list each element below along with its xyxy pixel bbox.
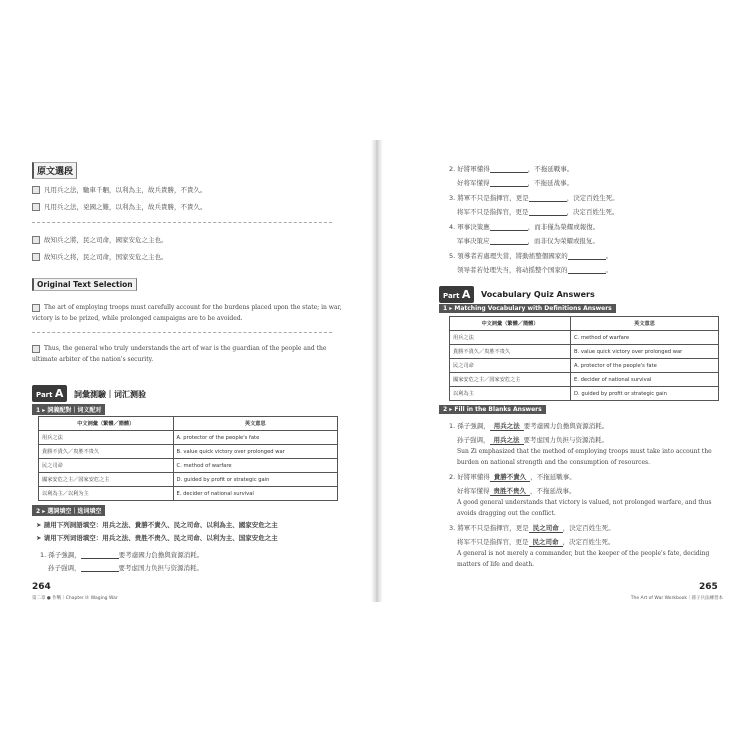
- page-footer: The Art of War Workbook｜孫子兵法練習本: [630, 596, 723, 601]
- question-line: 将军不只是指挥官，更是 ，决定百姓生死。: [457, 208, 619, 216]
- question-line: 1. 孫子強調， 要考慮國力負擔與資源消耗。: [40, 551, 204, 559]
- answer-blank[interactable]: [81, 565, 119, 572]
- answer-blank[interactable]: [81, 552, 119, 559]
- answer-translation: A general is not merely a commander, but the keeper of the people's fate, deciding matters of life and death.: [457, 550, 710, 568]
- bullet-square-icon: [32, 345, 40, 353]
- answer-blank[interactable]: [490, 166, 528, 173]
- answer-line: 将军不只是指挥官，更是 民之司命 ，决定百姓生死。: [457, 538, 615, 546]
- answer-line: 孙子强调， 用兵之法 要考虑国力负担与资源消耗。: [457, 436, 608, 444]
- bullet-square-icon: [32, 186, 40, 194]
- table-cell: C. method of warfare: [173, 459, 337, 473]
- table-header-cell: 中文詞彙（繁體／簡體）: [450, 317, 571, 331]
- question-line: 3. 將軍不只是指揮官，更是 ，決定百姓生死。: [449, 194, 619, 202]
- question-line: 好将军懂得 ，不拖延战事。: [457, 179, 573, 187]
- part-badge: Part A: [439, 286, 474, 303]
- fill-prompt: ➤ 请用下列词语填空：用兵之法、贵胜不贵久、民之司命、以利为主、国家安危之主: [36, 534, 278, 542]
- left-page: [32, 140, 362, 602]
- divider: [32, 332, 332, 333]
- question-line: 2. 好將軍懂得 ，不拖延戰事。: [449, 165, 574, 173]
- table-cell: 貴勝不貴久／贵胜不贵久: [39, 445, 174, 459]
- bullet-square-icon: [32, 236, 40, 244]
- source-line: 故知兵之将，民之司命，国家安危之主也。: [32, 252, 168, 261]
- answer-blank[interactable]: [529, 195, 567, 202]
- table-cell: D. guided by profit or strategic gain: [571, 387, 719, 401]
- table-cell: 以利為主／以利为主: [39, 487, 174, 501]
- page-number: 265: [699, 582, 718, 592]
- table-header-cell: 英文意思: [173, 417, 337, 431]
- table-cell: 國家安危之主／国家安危之主: [39, 473, 174, 487]
- part-title: 詞彙測驗｜词汇测验: [74, 390, 146, 399]
- source-section-title: 原文選段: [32, 162, 77, 179]
- source-line: 故知兵之將，民之司命，國家安危之主也。: [32, 235, 168, 244]
- subsection-header: 2 ▸ Fill in the Blanks Answers: [439, 405, 546, 414]
- book-spine: [371, 140, 383, 602]
- table-cell: 國家安危之主／国家安危之主: [450, 373, 571, 387]
- bullet-square-icon: [32, 203, 40, 211]
- table-cell: A. protector of the people's fate: [173, 431, 337, 445]
- subsection-header: 1 ▸ Matching Vocabulary with Definitions Answers: [439, 304, 616, 313]
- part-badge: Part A: [32, 385, 67, 402]
- translation-paragraph: The art of employing troops must carefully account for the burdens placed upon the state; in war, victory is to be prized, while prolonged campaigns are to be avoided.: [32, 304, 342, 322]
- answer-blank[interactable]: [490, 238, 528, 245]
- table-row: [450, 345, 719, 359]
- question-line: 5. 領導者若處理失當，將動搖整個國家的 。: [449, 252, 613, 260]
- answer-line: 3. 將軍不只是指揮官，更是 民之司命 ，決定百姓生死。: [449, 524, 615, 532]
- translation-section-title: Original Text Selection: [32, 278, 137, 291]
- table-cell: 以利為主: [450, 387, 571, 401]
- source-line: 凡用兵之法，馳車千駟，以利為主，故兵貴勝，不貴久。: [32, 185, 207, 194]
- answer-translation: A good general understands that victory is valued, not prolonged warfare, and thus avoids dragging out the conflict.: [457, 499, 712, 517]
- table-row: [450, 331, 719, 345]
- answer-blank[interactable]: [490, 224, 528, 231]
- answer-blank[interactable]: [568, 253, 606, 260]
- table-header-cell: 中文詞彙（繁體／簡體）: [39, 417, 174, 431]
- page-footer: 第二章 ● 作戰｜Chapter II: Waging War: [32, 596, 118, 601]
- table-cell: 貴勝不貴久／贵胜不贵久: [450, 345, 571, 359]
- translation-paragraph: Thus, the general who truly understands the art of war is the guardian of the people and the ultimate arbiter of the nation's security.: [32, 345, 327, 363]
- table-row: [39, 445, 338, 459]
- table-row: [450, 387, 719, 401]
- question-line: 军事决策应 ，而非仅为荣耀或报复。: [457, 237, 599, 245]
- table-cell: 民之司命: [450, 359, 571, 373]
- table-cell: A. protector of the people's fate: [571, 359, 719, 373]
- divider: [32, 222, 332, 223]
- table-cell: B. value quick victory over prolonged war: [571, 345, 719, 359]
- answer-line: 1. 孫子強調， 用兵之法 要考慮國力負擔與資源消耗。: [449, 422, 609, 430]
- table-cell: E. decider of national survival: [571, 373, 719, 387]
- table-cell: E. decider of national survival: [173, 487, 337, 501]
- bullet-square-icon: [32, 253, 40, 261]
- question-line: 孙子强调， 要考虑国力负担与资源消耗。: [48, 564, 203, 572]
- table-header-cell: 英文意思: [571, 317, 719, 331]
- table-row: [450, 359, 719, 373]
- table-row: [39, 487, 338, 501]
- question-line: 4. 軍事決策應 ，而非僅為榮耀或報復。: [449, 223, 600, 231]
- answer-blank[interactable]: [568, 267, 606, 274]
- table-row: [450, 373, 719, 387]
- answer-line: 2. 好將軍懂得 貴勝不貴久 ，不拖延戰事。: [449, 473, 576, 481]
- table-cell: D. guided by profit or strategic gain: [173, 473, 337, 487]
- table-row: [39, 431, 338, 445]
- table-cell: C. method of warfare: [571, 331, 719, 345]
- answer-translation: Sun Zi emphasized that the method of employing troops must take into account the burden on national strength and the consumption of resources.: [457, 448, 712, 466]
- page-number: 264: [32, 582, 51, 592]
- table-cell: B. value quick victory over prolonged war: [173, 445, 337, 459]
- answer-blank[interactable]: [529, 209, 567, 216]
- source-line: 凡用兵之法，兇國之難，以利為主，故兵貴勝，不貴久。: [32, 202, 207, 211]
- table-header-row: [39, 417, 338, 431]
- vocab-answer-table: [449, 316, 719, 401]
- answer-blank[interactable]: [490, 180, 528, 187]
- vocab-table: [38, 416, 338, 501]
- table-row: [39, 473, 338, 487]
- question-line: 领导者若处理失当，将动摇整个国家的 。: [457, 266, 612, 274]
- answer-line: 好将军懂得 贵胜不贵久 ，不拖延战事。: [457, 487, 576, 495]
- table-header-row: [450, 317, 719, 331]
- subsection-header: 1 ▸ 詞義配對｜词义配对: [32, 404, 105, 415]
- part-title: Vocabulary Quiz Answers: [481, 290, 595, 299]
- table-cell: 用兵之法: [39, 431, 174, 445]
- bullet-square-icon: [32, 304, 40, 312]
- table-row: [39, 459, 338, 473]
- table-cell: 用兵之法: [450, 331, 571, 345]
- table-cell: 民之司命: [39, 459, 174, 473]
- fill-prompt: ➤ 請用下列詞語填空：用兵之法、貴勝不貴久、民之司命、以利為主、國家安危之主: [36, 521, 278, 529]
- subsection-header: 2 ▸ 選詞填空｜选词填空: [32, 505, 105, 516]
- right-page: [393, 140, 723, 602]
